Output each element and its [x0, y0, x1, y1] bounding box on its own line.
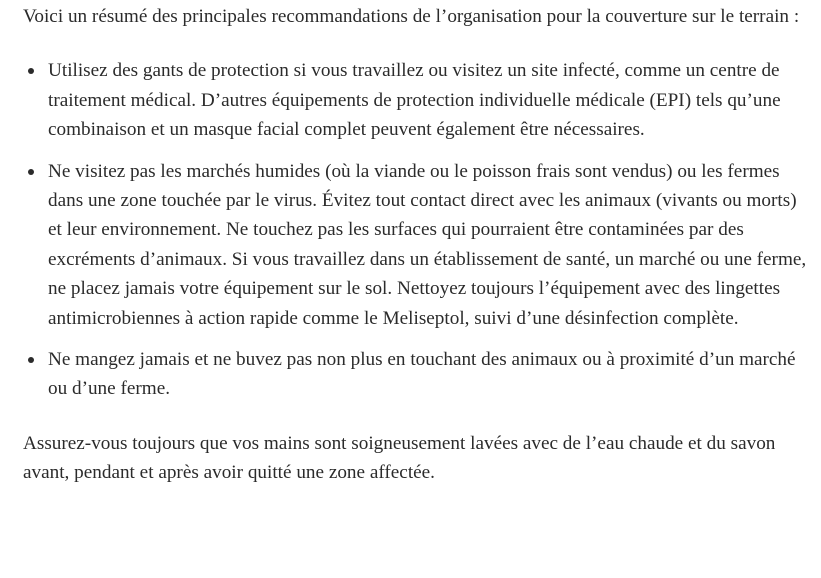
list-item	[23, 345, 813, 404]
outro-paragraph: Assurez-vous toujours que vos mains sont soigneusement lavées avec de l’eau chaude et du savon avant, pendant et après avoir quitté une zone affectée.	[23, 432, 776, 484]
list-item-text: Utilisez des gants de protection si vous travaillez ou visitez un site infecté, comme un centre de traitement médical. D’autres équipements de protection individuelle médicale (EPI) tels qu’une combinaison et un masque facial complet peuvent également être nécessaires.	[48, 60, 781, 141]
list-item-text: Ne mangez jamais et ne buvez pas non plus en touchant des animaux ou à proximité d’un marché ou d’une ferme.	[48, 349, 796, 400]
bullet-icon	[28, 169, 34, 175]
list-item-text: Ne visitez pas les marchés humides (où la viande ou le poisson frais sont vendus) ou les fermes dans une zone touchée par le virus. Évitez tout contact direct avec les animaux (vivants ou morts) et leur environnement. Ne touchez pas les surfaces qui pourraient être contaminées par des excréments d’animaux. Si vous travaillez dans un établissement de santé, un marché ou une ferme, ne placez jamais votre équipement sur le sol. Nettoyez toujours l’équipement avec des lingettes antimicrobiennes à action rapide comme le Meliseptol, suivi d’une désinfection complète.	[48, 160, 807, 329]
recommendations-list	[23, 56, 813, 403]
bullet-icon	[28, 357, 34, 363]
bullet-icon	[28, 68, 34, 74]
list-item	[23, 56, 813, 144]
intro-paragraph: Voici un résumé des principales recommandations de l’organisation pour la couverture sur le terrain :	[23, 6, 800, 27]
list-item	[23, 157, 813, 333]
